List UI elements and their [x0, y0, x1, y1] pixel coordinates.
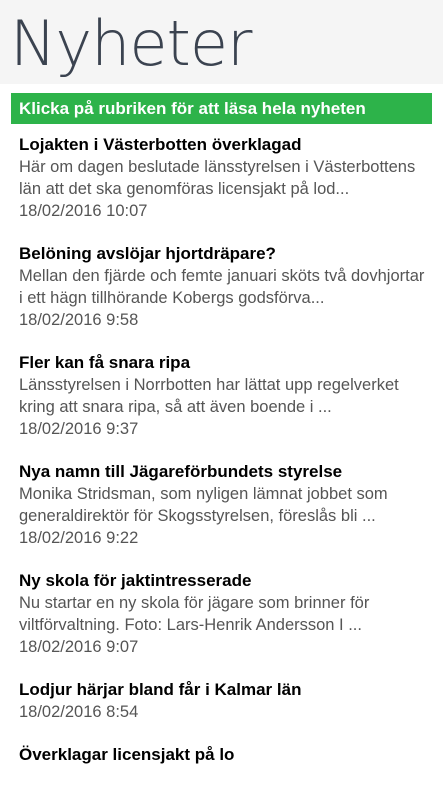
news-item[interactable] [19, 570, 434, 658]
news-item-summary-line: Här om dagen beslutade länsstyrelsen i Västerbottens [19, 158, 416, 176]
news-item-title[interactable]: Belöning avslöjar hjortdräpare? [19, 244, 276, 263]
news-item-summary-line: i ett hägn tillhörande Kobergs godsförva... [19, 289, 325, 307]
news-item[interactable] [19, 461, 434, 549]
news-item[interactable] [19, 134, 434, 222]
news-item-summary [19, 483, 434, 527]
news-item-date: 18/02/2016 9:07 [19, 638, 139, 656]
news-item-summary-line: viltförvaltning. Foto: Lars-Henrik Andersson I ... [19, 616, 362, 634]
news-item-summary [19, 156, 434, 200]
news-item-summary-line: Länsstyrelsen i Norrbotten har lättat upp regelverket [19, 376, 399, 394]
news-item-title[interactable]: Lojakten i Västerbotten överklagad [19, 135, 302, 154]
news-item-title[interactable]: Fler kan få snara ripa [19, 353, 191, 372]
instruction-banner: Klicka på rubriken för att läsa hela nyheten [11, 93, 432, 124]
news-item-summary-line: län att det ska genomföras licensjakt på lod... [19, 180, 350, 198]
news-item-date: 18/02/2016 9:22 [19, 529, 139, 547]
news-item[interactable] [19, 352, 434, 440]
news-item-title[interactable]: Nya namn till Jägareförbundets styrelse [19, 462, 343, 481]
news-item[interactable] [19, 744, 434, 766]
news-item-date: 18/02/2016 8:54 [19, 703, 139, 721]
news-item-summary-line: kring att snara ripa, så att även boende i ... [19, 398, 332, 416]
news-item-summary-line: Monika Stridsman, som nyligen lämnat jobbet som [19, 485, 388, 503]
news-item-summary [19, 265, 434, 309]
news-item-date: 18/02/2016 9:58 [19, 311, 139, 329]
news-item[interactable] [19, 679, 434, 723]
page-title: Nyheter [10, 7, 252, 80]
news-item-summary [19, 374, 434, 418]
news-item-date: 18/02/2016 9:37 [19, 420, 139, 438]
news-item-summary-line: Mellan den fjärde och femte januari sköts två dovhjortar [19, 267, 425, 285]
news-item-date: 18/02/2016 10:07 [19, 202, 148, 220]
news-item-summary-line: Nu startar en ny skola för jägare som brinner för [19, 594, 370, 612]
news-item-title[interactable]: Överklagar licensjakt på lo [19, 745, 235, 764]
app-header [0, 0, 443, 84]
news-item-summary [19, 592, 434, 636]
news-item-title[interactable]: Ny skola för jaktintresserade [19, 571, 252, 590]
news-list [19, 134, 434, 787]
news-item-summary-line: generaldirektör för Skogsstyrelsen, föreslås bli ... [19, 507, 376, 525]
news-item-title[interactable]: Lodjur härjar bland får i Kalmar län [19, 680, 302, 699]
news-item[interactable] [19, 243, 434, 331]
